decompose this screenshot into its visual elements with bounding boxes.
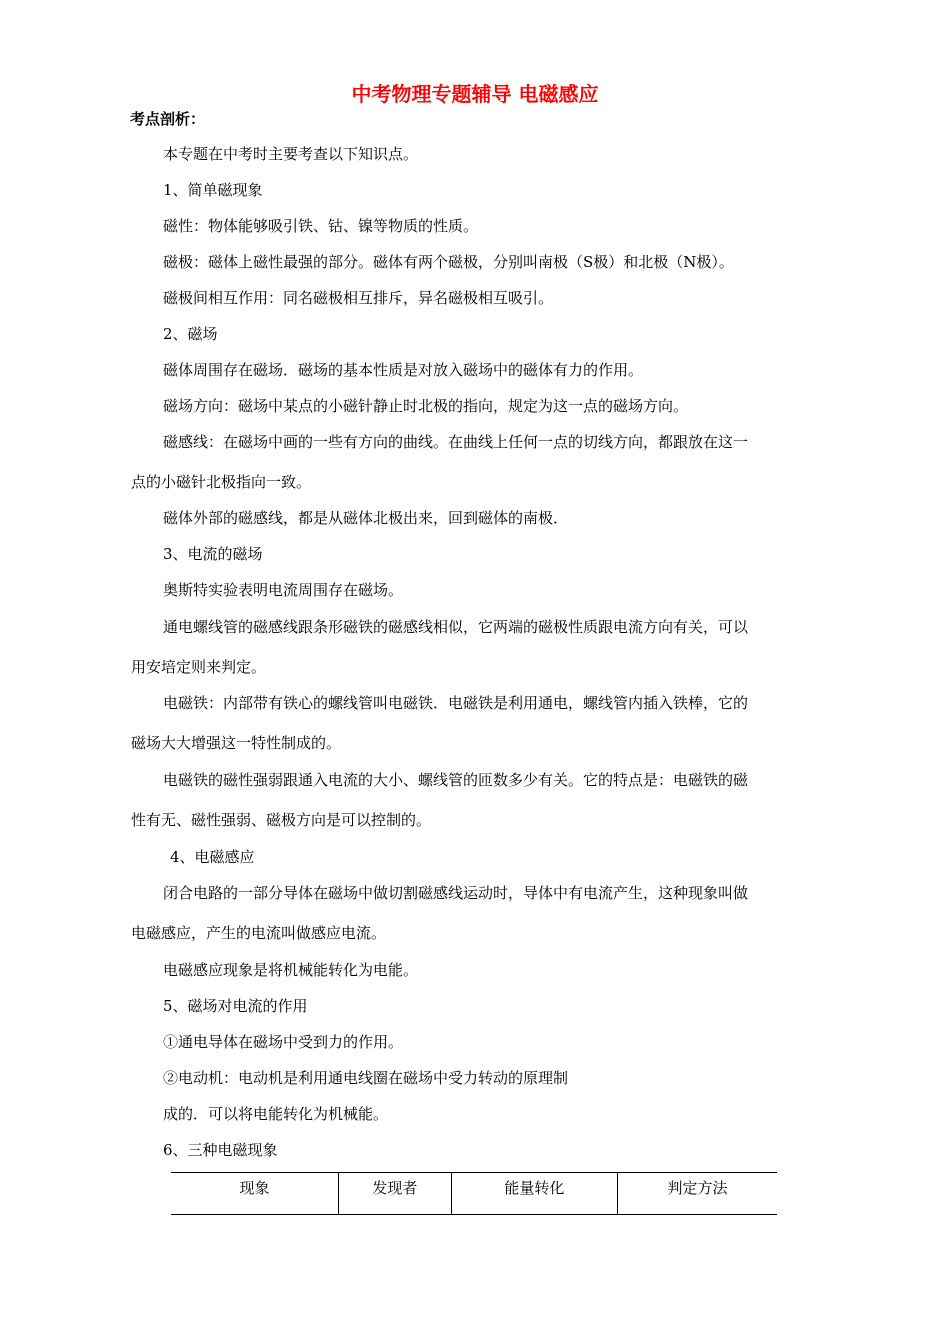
paragraph-motor-1: ②电动机：电动机是利用通电线圈在磁场中受力转动的原理制 <box>163 1069 569 1087</box>
subheading-three-phenomena: 6、三种电磁现象 <box>163 1141 278 1159</box>
table-header-determination-method: 判定方法 <box>617 1173 777 1215</box>
table-header-row <box>171 1173 777 1215</box>
subheading-simple-magnetism: 1、简单磁现象 <box>163 181 263 199</box>
subheading-current-field: 3、电流的磁场 <box>163 545 263 563</box>
table-header-discoverer: 发现者 <box>338 1173 451 1215</box>
subheading-magnetic-field: 2、磁场 <box>163 325 218 343</box>
intro-paragraph: 本专题在中考时主要考查以下知识点。 <box>163 145 419 163</box>
section-heading: 考点剖析： <box>130 110 206 128</box>
paragraph-magnetism: 磁性：物体能够吸引铁、钴、镍等物质的性质。 <box>163 217 479 235</box>
paragraph-solenoid-1: 通电螺线管的磁感线跟条形磁铁的磁感线相似，它两端的磁极性质跟电流方向有关，可以 <box>163 618 749 636</box>
table-header-energy-conversion: 能量转化 <box>451 1173 617 1215</box>
paragraph-magnetic-poles: 磁极：磁体上磁性最强的部分。磁体有两个磁极，分别叫南极（S极）和北极（N极）。 <box>163 253 734 271</box>
paragraph-field-lines-1: 磁感线：在磁场中画的一些有方向的曲线。在曲线上任何一点的切线方向，都跟放在这一 <box>163 433 749 451</box>
table-header-phenomenon: 现象 <box>171 1173 338 1215</box>
paragraph-field-exists: 磁体周围存在磁场．磁场的基本性质是对放入磁场中的磁体有力的作用。 <box>163 361 644 379</box>
paragraph-solenoid-2: 用安培定则来判定。 <box>131 658 267 676</box>
paragraph-electromagnet-1: 电磁铁：内部带有铁心的螺线管叫电磁铁．电磁铁是利用通电，螺线管内插入铁棒，它的 <box>163 694 749 712</box>
paragraph-external-field-lines: 磁体外部的磁感线，都是从磁体北极出来，回到磁体的南极． <box>163 509 569 527</box>
subheading-force-on-current: 5、磁场对电流的作用 <box>163 997 308 1015</box>
paragraph-oersted: 奥斯特实验表明电流周围存在磁场。 <box>163 581 404 599</box>
paragraph-pole-interaction: 磁极间相互作用：同名磁极相互排斥，异名磁极相互吸引。 <box>163 289 554 307</box>
paragraph-induction-energy: 电磁感应现象是将机械能转化为电能。 <box>163 961 419 979</box>
paragraph-induction-2: 电磁感应，产生的电流叫做感应电流。 <box>131 924 387 942</box>
document-title: 中考物理专题辅导 电磁感应 <box>351 82 599 106</box>
paragraph-field-direction: 磁场方向：磁场中某点的小磁针静止时北极的指向，规定为这一点的磁场方向。 <box>163 397 689 415</box>
paragraph-electromagnet-2: 磁场大大增强这一特性制成的。 <box>131 734 342 752</box>
paragraph-motor-2: 成的．可以将电能转化为机械能。 <box>163 1105 389 1123</box>
subheading-induction: 4、电磁感应 <box>170 848 255 866</box>
paragraph-force-on-conductor: ①通电导体在磁场中受到力的作用。 <box>163 1033 404 1051</box>
paragraph-electromagnet-strength-1: 电磁铁的磁性强弱跟通入电流的大小、螺线管的匝数多少有关。它的特点是：电磁铁的磁 <box>163 771 749 789</box>
paragraph-induction-1: 闭合电路的一部分导体在磁场中做切割磁感线运动时，导体中有电流产生，这种现象叫做 <box>163 884 749 902</box>
phenomena-table <box>171 1172 777 1215</box>
paragraph-field-lines-2: 点的小磁针北极指向一致。 <box>131 473 312 491</box>
paragraph-electromagnet-strength-2: 性有无、磁性强弱、磁极方向是可以控制的。 <box>131 811 432 829</box>
